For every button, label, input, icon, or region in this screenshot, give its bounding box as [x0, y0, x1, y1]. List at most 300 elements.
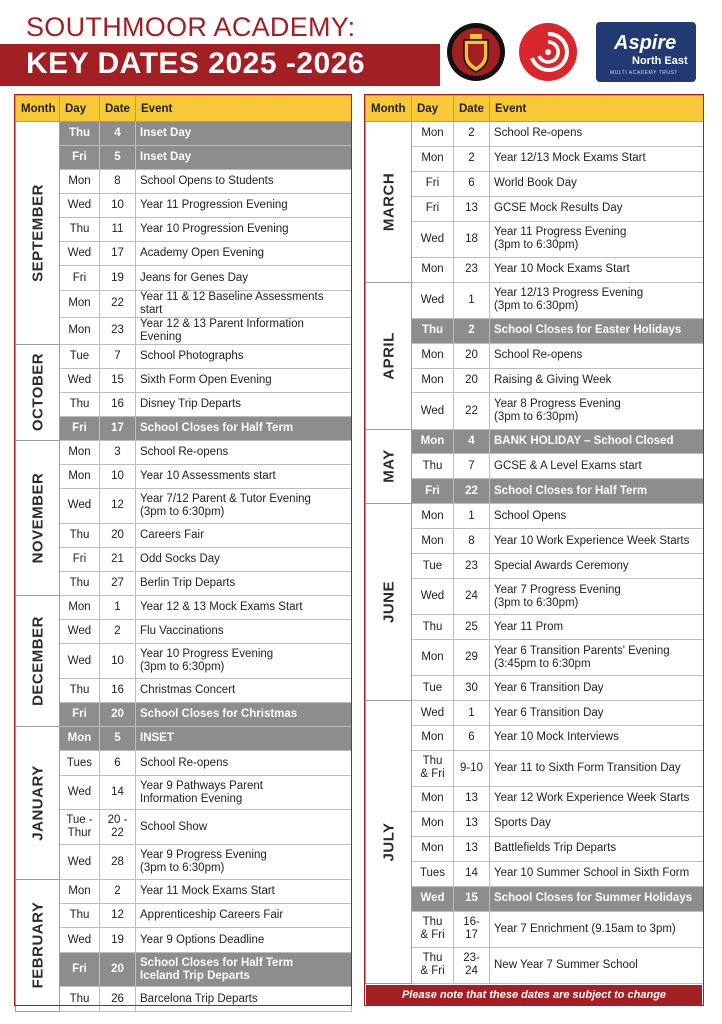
event-cell-text: BANK HOLIDAY – School Closed [494, 435, 674, 448]
month-cell [366, 282, 412, 429]
date-cell-text: 26 [111, 992, 124, 1005]
date-cell-text: 22 [465, 484, 478, 497]
event-cell-text: Jeans for Genes Day [140, 271, 249, 284]
month-cell [366, 701, 412, 984]
table-row [16, 368, 352, 392]
date-cell [454, 504, 490, 529]
day-cell [412, 429, 454, 454]
date-cell [100, 987, 136, 1011]
date-cell-text: 6 [468, 177, 475, 190]
event-cell-text: Year 11 Progress Evening [494, 226, 627, 239]
date-cell-text: 20 [111, 963, 124, 976]
day-cell-text: Wed [420, 892, 445, 905]
day-cell [60, 548, 100, 572]
date-cell [100, 596, 136, 620]
date-cell [100, 194, 136, 218]
date-cell-text: 24 [465, 590, 478, 603]
date-cell [100, 928, 136, 952]
day-cell [60, 218, 100, 242]
date-cell-text: 7 [468, 459, 475, 472]
table-row [16, 952, 352, 987]
event-cell-text: Year 11 Mock Exams Start [140, 885, 275, 898]
month-label: OCTOBER [29, 353, 46, 432]
table-row [16, 317, 352, 344]
table-row [16, 218, 352, 242]
date-cell [100, 751, 136, 775]
day-cell-text: Fri [425, 484, 440, 497]
event-cell-text: School Closes for Summer Holidays [494, 892, 693, 905]
table-row [366, 368, 704, 393]
date-cell-text: 20 - [107, 814, 128, 827]
event-cell-text: Year 10 Progression Evening [140, 223, 289, 236]
day-cell [60, 904, 100, 928]
event-cell-text-line2: (3pm to 6:30pm) [494, 596, 579, 609]
date-cell [100, 523, 136, 547]
date-cell-text: 20 [465, 374, 478, 387]
day-cell-text: Mon [421, 731, 444, 744]
date-cell-text: 4 [468, 435, 475, 448]
day-cell-text: Mon [421, 792, 444, 805]
date-cell [454, 640, 490, 676]
day-cell-text: Mon [68, 601, 91, 614]
date-cell [100, 266, 136, 290]
date-cell-text: 10 [111, 654, 124, 667]
month-cell [16, 344, 60, 440]
day-cell-text: Mon [68, 324, 91, 337]
date-cell [100, 344, 136, 368]
event-cell [490, 911, 704, 947]
event-cell [490, 221, 704, 257]
footer-note: Please note that these dates are subject to change [366, 985, 702, 1005]
day-cell-text: Thu [422, 755, 443, 768]
table-row [366, 886, 704, 911]
event-cell [136, 952, 352, 987]
day-cell [60, 194, 100, 218]
date-cell [100, 440, 136, 464]
table-row [366, 318, 704, 343]
event-cell [490, 146, 704, 171]
date-cell-text: 16-17 [463, 916, 480, 942]
event-cell [490, 701, 704, 726]
table-row [366, 504, 704, 529]
day-cell-text: Fri [72, 553, 87, 566]
table-row [16, 392, 352, 416]
event-cell-text: Year 10 Mock Interviews [494, 731, 619, 744]
day-cell-text: Fri [72, 421, 87, 434]
table-row [366, 676, 704, 701]
event-cell-text: Barcelona Trip Departs [140, 992, 258, 1005]
day-cell-text: Fri [72, 271, 87, 284]
day-cell [412, 529, 454, 554]
date-cell-text: 12 [111, 499, 124, 512]
day-cell-text: Wed [420, 293, 445, 306]
event-cell [136, 727, 352, 751]
date-cell [100, 416, 136, 440]
day-cell [60, 644, 100, 679]
day-cell [412, 786, 454, 811]
event-cell-text: Academy Open Evening [140, 247, 265, 260]
day-cell [60, 416, 100, 440]
day-cell-text: Mon [68, 445, 91, 458]
event-cell-text: Berlin Trip Departs [140, 577, 236, 590]
col-date-header: Date [454, 96, 490, 122]
month-label: DECEMBER [29, 616, 46, 707]
event-cell [136, 679, 352, 703]
day-cell-text: Wed [67, 786, 92, 799]
date-cell [100, 679, 136, 703]
day-cell [412, 122, 454, 147]
day-cell [60, 679, 100, 703]
day-cell [412, 750, 454, 786]
day-cell [412, 676, 454, 701]
event-cell [490, 554, 704, 579]
day-cell-text-line2: Thur [67, 827, 92, 840]
day-cell-text: Mon [421, 651, 444, 664]
aspire-logo-tag: MULTI ACADEMY TRUST [610, 70, 678, 76]
table-row [16, 845, 352, 880]
date-cell-text: 29 [465, 651, 478, 664]
event-cell-text: School Re-opens [140, 445, 229, 458]
date-cell-text: 1 [468, 509, 475, 522]
table-row [16, 416, 352, 440]
date-cell-text: 21 [111, 553, 124, 566]
table-row [16, 810, 352, 845]
table-row [366, 393, 704, 429]
day-cell-text: Thu [69, 223, 90, 236]
event-cell [490, 122, 704, 147]
day-cell [412, 554, 454, 579]
table-row [366, 196, 704, 221]
date-cell-text: 11 [111, 223, 124, 236]
day-cell [412, 318, 454, 343]
day-cell-text: Mon [68, 885, 91, 898]
date-cell-text: 10 [111, 469, 124, 482]
date-cell [100, 464, 136, 488]
table-row [366, 343, 704, 368]
date-cell-text: 13 [465, 792, 478, 805]
date-cell-text: 10 [111, 199, 124, 212]
table-row [16, 880, 352, 904]
day-cell [60, 880, 100, 904]
event-cell-text: Flu Vaccinations [140, 625, 224, 638]
day-cell-text: Thu [422, 620, 443, 633]
date-cell [100, 703, 136, 727]
day-cell-text: Tue - [66, 814, 93, 827]
event-cell [136, 523, 352, 547]
day-cell [60, 440, 100, 464]
date-cell-text: 15 [465, 892, 478, 905]
col-day-header: Day [60, 96, 100, 122]
event-cell-text: Sixth Form Open Evening [140, 373, 272, 386]
event-cell-text: INSET [140, 732, 174, 745]
date-cell-text: 28 [111, 855, 124, 868]
event-cell [136, 464, 352, 488]
table-row [16, 194, 352, 218]
date-cell-text: 16 [111, 397, 124, 410]
date-cell-text: 8 [468, 534, 475, 547]
day-cell [60, 170, 100, 194]
date-cell [100, 218, 136, 242]
event-cell-text: Careers Fair [140, 528, 204, 541]
day-cell-text: Mon [67, 732, 92, 745]
date-cell-text: 1 [468, 293, 475, 306]
day-cell [412, 343, 454, 368]
day-cell [412, 615, 454, 640]
day-cell [60, 368, 100, 392]
day-cell-text: Wed [420, 706, 445, 719]
event-cell [136, 266, 352, 290]
day-cell [412, 947, 454, 983]
event-cell-text: Battlefields Trip Departs [494, 842, 617, 855]
date-cell-text: 12 [111, 909, 124, 922]
date-cell [454, 725, 490, 750]
table-row [16, 775, 352, 810]
event-cell [136, 810, 352, 845]
aspire-logo-sub: North East [632, 55, 688, 67]
day-cell [60, 344, 100, 368]
day-cell [60, 317, 100, 344]
month-cell [366, 504, 412, 701]
date-cell-text: 4 [114, 127, 121, 140]
event-cell [490, 368, 704, 393]
table-row [366, 786, 704, 811]
aspire-logo-main: Aspire [614, 32, 677, 54]
day-cell-text: Mon [68, 469, 91, 482]
event-cell-text: Year 10 Summer School in Sixth Form [494, 867, 690, 880]
event-cell [136, 416, 352, 440]
event-cell [490, 282, 704, 318]
day-cell-text: Tue [422, 559, 443, 572]
date-cell-text: 17 [111, 421, 124, 434]
day-cell-text: Wed [420, 404, 445, 417]
event-cell-text: Year 9 Pathways Parent [140, 779, 263, 792]
event-cell-text: Year 9 Progress Evening [140, 849, 267, 862]
date-cell-text: 14 [465, 867, 478, 880]
table-row [366, 947, 704, 983]
event-cell [490, 318, 704, 343]
day-cell-text: Thu [422, 916, 443, 929]
day-cell-text: Mon [421, 374, 444, 387]
day-cell [60, 523, 100, 547]
day-cell [60, 751, 100, 775]
table-row [366, 529, 704, 554]
date-cell [100, 290, 136, 317]
day-cell [412, 368, 454, 393]
event-cell-text: School Show [140, 820, 208, 833]
day-cell [412, 257, 454, 282]
table-row [16, 242, 352, 266]
day-cell [60, 572, 100, 596]
col-event-header: Event [136, 96, 352, 122]
event-cell-text-line2: (3pm to 6:30pm) [140, 661, 225, 674]
event-cell [490, 886, 704, 911]
event-cell-text: Inset Day [140, 151, 192, 164]
day-cell-text: Fri [425, 177, 440, 190]
month-label: MARCH [380, 172, 397, 231]
event-cell-text: GCSE Mock Results Day [494, 202, 623, 215]
event-cell-text: GCSE & A Level Exams start [494, 459, 642, 472]
day-cell-text: Thu [422, 952, 443, 965]
event-cell [490, 479, 704, 504]
date-cell-text: 20 [465, 349, 478, 362]
day-cell [412, 146, 454, 171]
date-cell [100, 548, 136, 572]
day-cell-text: Wed [67, 625, 92, 638]
day-cell [60, 242, 100, 266]
day-cell-text: Wed [67, 855, 92, 868]
event-cell [490, 861, 704, 886]
event-cell [136, 880, 352, 904]
day-cell-text: Mon [421, 263, 444, 276]
event-cell [490, 454, 704, 479]
date-cell-text: 2 [114, 625, 121, 638]
date-cell [454, 343, 490, 368]
day-cell-text: Mon [68, 297, 91, 310]
date-cell-text: 6 [114, 756, 121, 769]
date-cell-text: 19 [111, 271, 124, 284]
month-cell [366, 429, 412, 504]
event-cell-text: Year 7/12 Parent & Tutor Evening [140, 492, 311, 505]
event-cell [136, 392, 352, 416]
day-cell [60, 727, 100, 751]
event-cell-text: Inset Day [140, 127, 192, 140]
school-crest-logo [446, 22, 506, 82]
day-cell [412, 701, 454, 726]
table-row [366, 257, 704, 282]
date-cell [100, 904, 136, 928]
month-cell [366, 122, 412, 283]
month-label: JANUARY [29, 765, 46, 842]
col-date-header: Date [100, 96, 136, 122]
date-cell-text: 3 [114, 445, 121, 458]
date-cell [454, 479, 490, 504]
day-cell [412, 861, 454, 886]
date-cell-text: 1 [468, 706, 475, 719]
day-cell [60, 952, 100, 987]
event-cell [136, 548, 352, 572]
date-cell-text: 2 [468, 127, 475, 140]
school-name: SOUTHMOOR ACADEMY: [26, 12, 356, 42]
day-cell-text: Thu [69, 528, 90, 541]
date-cell [454, 750, 490, 786]
day-cell [412, 196, 454, 221]
table-row [366, 640, 704, 676]
date-cell [454, 676, 490, 701]
table-row [366, 146, 704, 171]
event-cell [136, 904, 352, 928]
event-cell-text: School Closes for Christmas [140, 708, 298, 721]
date-cell [100, 810, 136, 845]
date-cell [100, 368, 136, 392]
event-cell [136, 644, 352, 679]
col-day-header: Day [412, 96, 454, 122]
day-cell [412, 171, 454, 196]
day-cell [60, 775, 100, 810]
event-cell [490, 786, 704, 811]
day-cell [60, 146, 100, 170]
event-cell [136, 344, 352, 368]
day-cell-text: Thu [69, 397, 90, 410]
event-cell-text: Year 7 Progress Evening [494, 583, 621, 596]
event-cell-text: School Photographs [140, 349, 244, 362]
month-label: FEBRUARY [29, 902, 46, 989]
date-cell [454, 146, 490, 171]
event-cell-text-line2: (3pm to 6:30pm) [140, 505, 225, 518]
event-cell [490, 171, 704, 196]
day-cell [412, 282, 454, 318]
date-cell-text: 20 [111, 708, 124, 721]
table-row [16, 596, 352, 620]
table-row [366, 479, 704, 504]
date-cell [100, 242, 136, 266]
date-cell-text: 22 [465, 404, 478, 417]
date-cell-text: 8 [114, 175, 121, 188]
date-cell [454, 221, 490, 257]
day-cell [412, 221, 454, 257]
table-row [366, 579, 704, 615]
event-cell [490, 529, 704, 554]
table-row [16, 548, 352, 572]
date-cell [100, 489, 136, 524]
event-cell [136, 572, 352, 596]
date-cell [100, 880, 136, 904]
day-cell [412, 811, 454, 836]
date-cell [454, 454, 490, 479]
event-cell-text-line2: (3pm to 6:30pm) [140, 862, 225, 875]
day-cell-text: Tue [422, 681, 443, 694]
date-cell [454, 886, 490, 911]
day-cell-text: Thu [422, 459, 443, 472]
table-row [366, 554, 704, 579]
event-cell [136, 122, 352, 146]
month-label: SEPTEMBER [29, 183, 46, 282]
event-cell-text: Year 6 Transition Day [494, 706, 604, 719]
date-cell [454, 393, 490, 429]
date-cell [454, 911, 490, 947]
event-cell-text: Year 10 Mock Exams Start [494, 263, 630, 276]
day-cell-text: Fri [72, 708, 87, 721]
event-cell [490, 615, 704, 640]
table-row [16, 464, 352, 488]
event-cell-text: School Closes for Easter Holidays [494, 324, 682, 337]
event-cell [136, 170, 352, 194]
day-cell [60, 489, 100, 524]
day-cell [412, 479, 454, 504]
table-header-row [366, 96, 704, 122]
event-cell-text: Year 7 Enrichment (9.15am to 3pm) [494, 922, 676, 935]
day-cell-text: Mon [421, 842, 444, 855]
day-cell [412, 579, 454, 615]
date-cell [454, 122, 490, 147]
date-cell-text: 19 [111, 933, 124, 946]
table-row [16, 523, 352, 547]
table-row [16, 572, 352, 596]
event-cell-text: Year 10 Progress Evening [140, 648, 274, 661]
table-row [366, 811, 704, 836]
event-cell [490, 429, 704, 454]
table-row [16, 440, 352, 464]
date-cell-text: 27 [111, 577, 124, 590]
date-cell [454, 811, 490, 836]
month-label: NOVEMBER [29, 472, 46, 564]
day-cell-text: Tues [66, 756, 93, 769]
table-row [16, 928, 352, 952]
event-cell [136, 146, 352, 170]
day-cell-text: Thu [69, 909, 90, 922]
date-cell-text: 14 [111, 786, 124, 799]
event-cell [136, 317, 352, 344]
month-cell [16, 440, 60, 595]
